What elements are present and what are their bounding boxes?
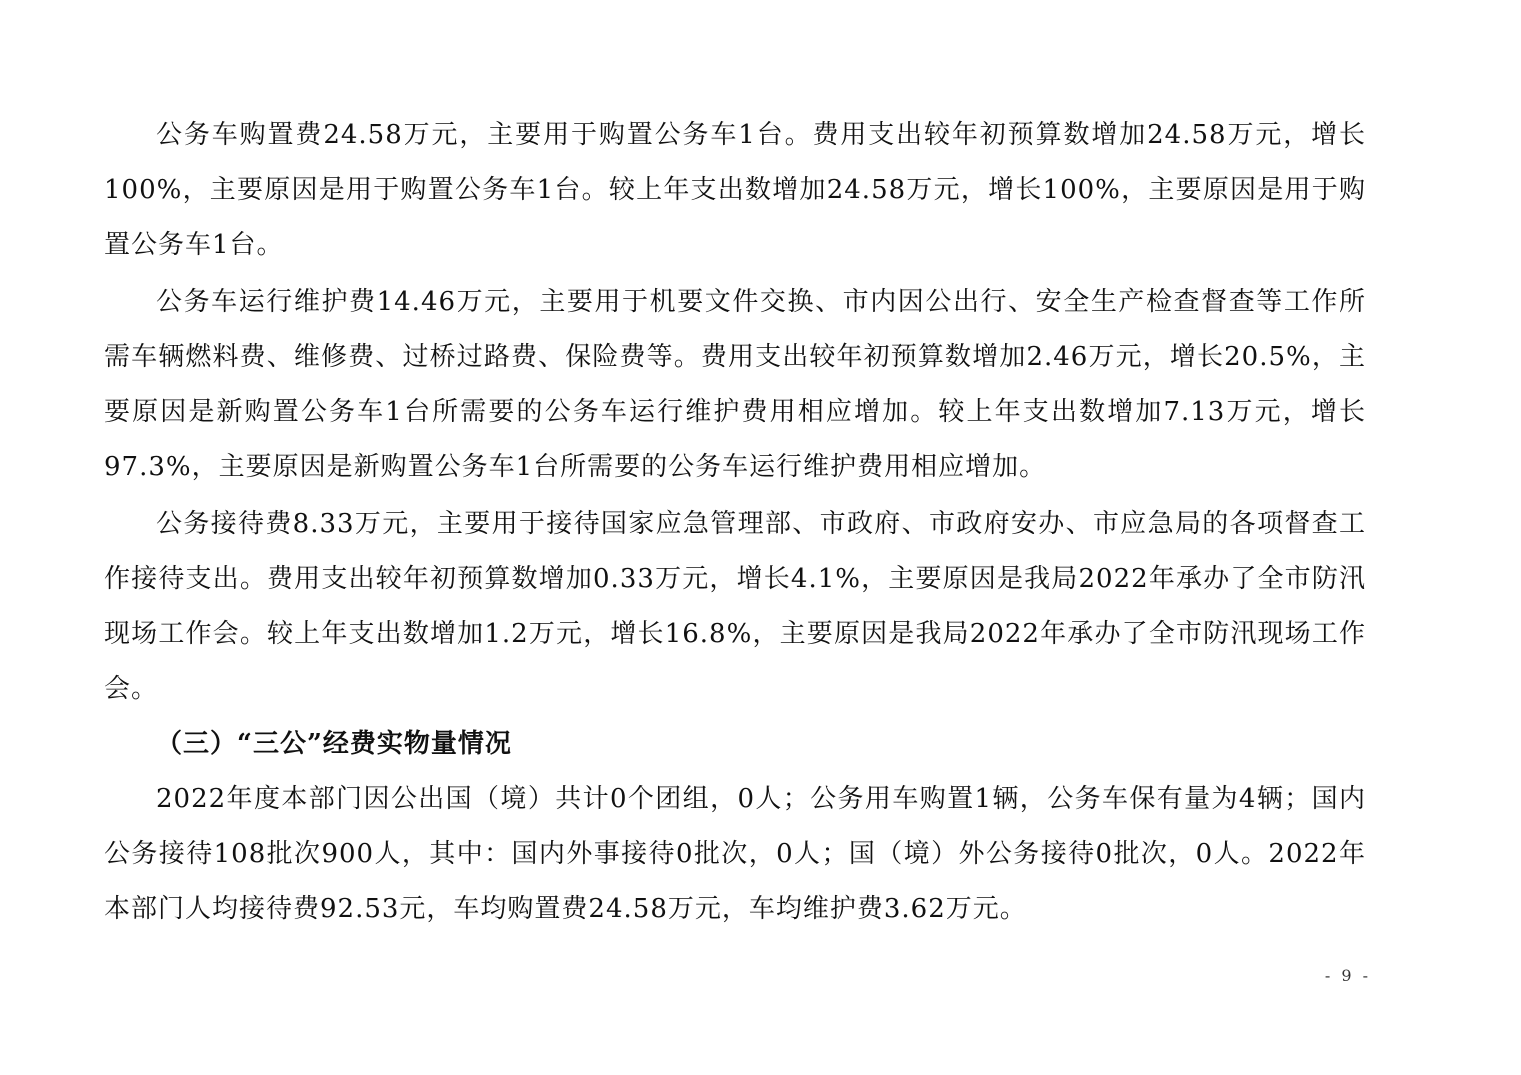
paragraph-car-purchase: 公务车购置费24.58万元，主要用于购置公务车1台。费用支出较年初预算数增加24.58万元，增长100%，主要原因是用于购置公务车1台。较上年支出数增加24.58万元，增长100%，主要原因是用于购置公务车1台。 — [104, 120, 1366, 260]
document-page — [104, 108, 1366, 937]
section-heading: （三）“三公”经费实物量情况 — [156, 729, 512, 759]
page-number: - 9 - — [1324, 966, 1371, 985]
paragraph-physical-quantity: 2022年度本部门因公出国（境）共计0个团组，0人；公务用车购置1辆，公务车保有量为4辆；国内公务接待108批次900人，其中：国内外事接待0批次，0人；国（境）外公务接待0批次，0人。2022年本部门人均接待费92.53元，车均购置费24.58万元，车均维护费3.62万元。 — [104, 784, 1366, 924]
paragraph-reception: 公务接待费8.33万元，主要用于接待国家应急管理部、市政府、市政府安办、市应急局的各项督查工作接待支出。费用支出较年初预算数增加0.33万元，增长4.1%，主要原因是我局2022年承办了全市防汛现场工作会。较上年支出数增加1.2万元，增长16.8%，主要原因是我局2022年承办了全市防汛现场工作会。 — [104, 509, 1366, 704]
paragraph-car-maintenance: 公务车运行维护费14.46万元，主要用于机要文件交换、市内因公出行、安全生产检查督查等工作所需车辆燃料费、维修费、过桥过路费、保险费等。费用支出较年初预算数增加2.46万元，增长20.5%，主要原因是新购置公务车1台所需要的公务车运行维护费用相应增加。较上年支出数增加7.13万元，增长97.3%，主要原因是新购置公务车1台所需要的公务车运行维护费用相应增加。 — [104, 287, 1366, 482]
